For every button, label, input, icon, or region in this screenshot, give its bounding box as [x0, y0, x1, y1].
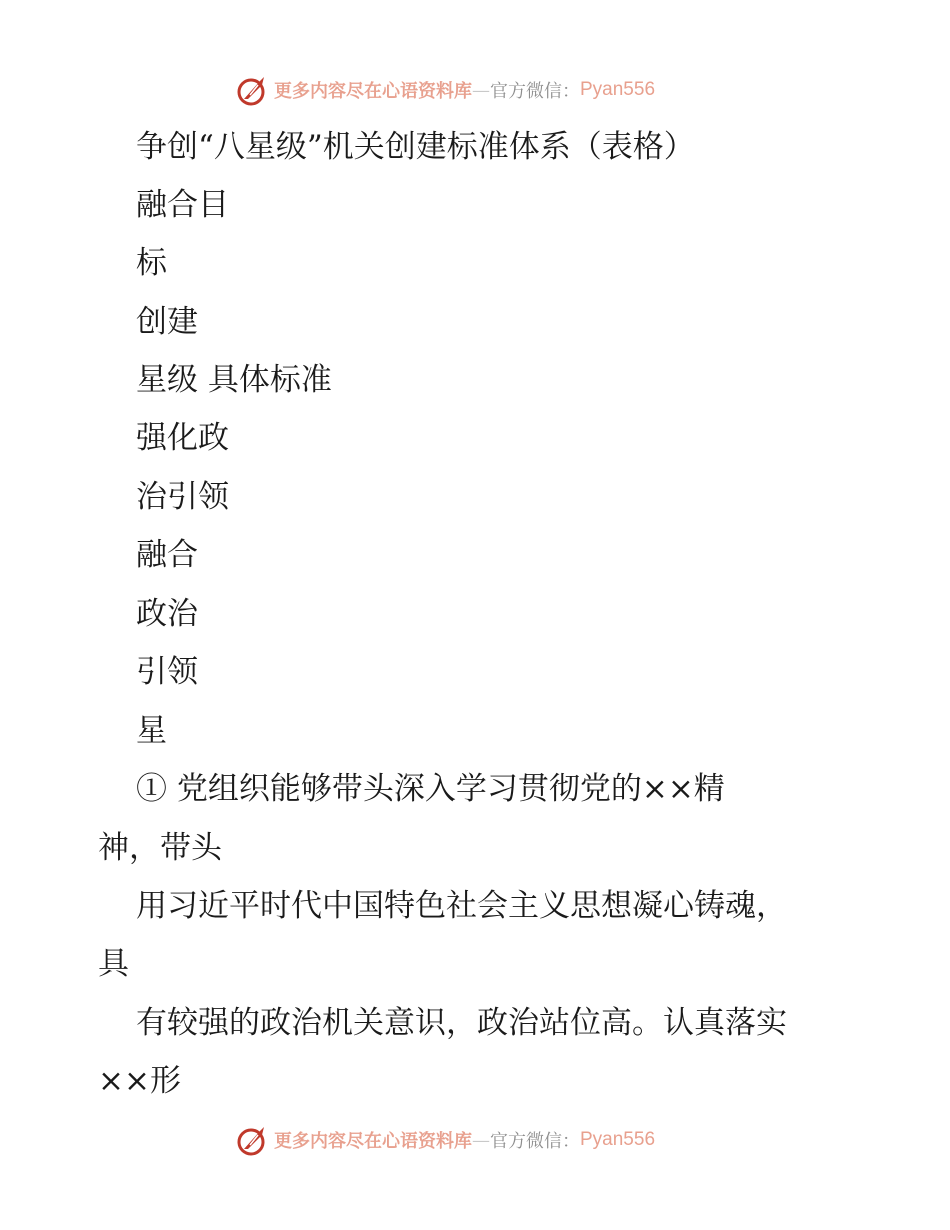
watermark-dash: — [472, 79, 490, 101]
text-line: ① 党组织能够带头深入学习贯彻党的××精 [136, 771, 725, 807]
text-line: 标 [136, 245, 167, 281]
text-line: 引领 [136, 654, 198, 690]
document-title: 争创“八星级”机关创建标准体系（表格） [136, 129, 695, 165]
watermark-brand-text: 更多内容尽在心语资料库 [274, 81, 472, 102]
text-line: 具 [98, 946, 129, 982]
watermark-wechat-id: Pyan556 [580, 79, 656, 100]
text-line: 有较强的政治机关意识，政治站位高。认真落实 [136, 1005, 787, 1041]
text-line: 强化政 [136, 420, 229, 456]
text-line: 星级 具体标准 [136, 362, 332, 398]
watermark-banner-bottom [236, 1122, 736, 1158]
text-line: 融合 [136, 537, 198, 573]
text-line: 治引领 [136, 479, 229, 515]
watermark-official-label: 官方微信： [490, 1131, 580, 1152]
watermark-wechat-id: Pyan556 [580, 1129, 656, 1150]
text-line: 政治 [136, 596, 198, 632]
text-line: 创建 [136, 304, 198, 340]
watermark-dash: — [472, 1129, 490, 1151]
text-line: 星 [136, 713, 167, 749]
text-line: 融合目 [136, 187, 229, 223]
text-line: ××形 [98, 1063, 181, 1099]
watermark-official-label: 官方微信： [490, 81, 580, 102]
watermark-brand-text: 更多内容尽在心语资料库 [274, 1131, 472, 1152]
quill-logo-icon [236, 1123, 270, 1157]
text-line: 神，带头 [98, 830, 222, 866]
text-line: 用习近平时代中国特色社会主义思想凝心铸魂， [136, 888, 787, 924]
